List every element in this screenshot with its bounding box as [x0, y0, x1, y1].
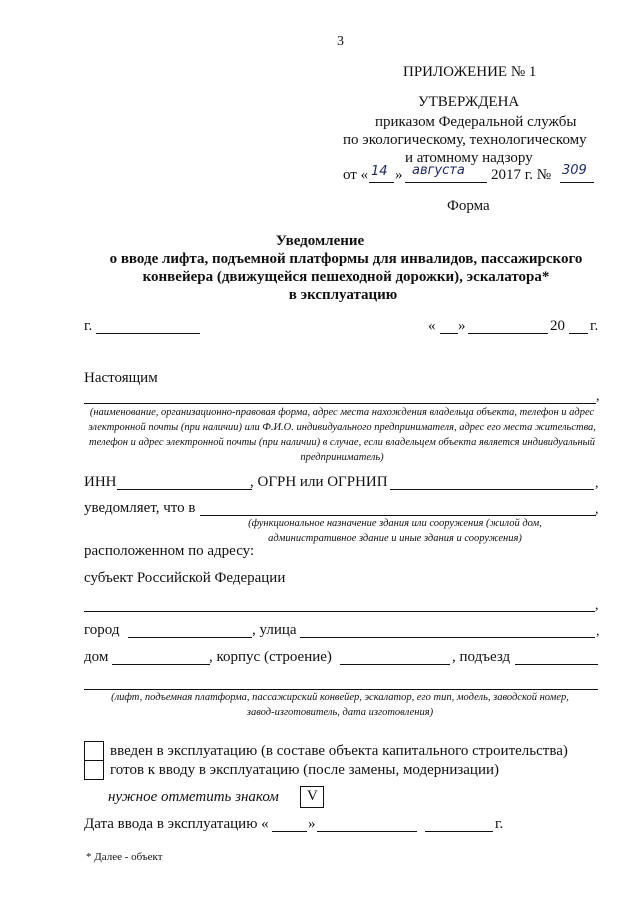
approval-line-2: по экологическому, технологическому — [343, 132, 587, 148]
located-label: расположенном по адресу: — [84, 543, 255, 559]
approved-label: УТВЕРЖДЕНА — [418, 94, 520, 110]
mark-hint: нужное отметить знаком — [108, 789, 279, 805]
equipment-note: (лифт, подъемная платформа, пассажирский конвейер, эскалатор, его тип, модель, заводской номер, завод-изготовитель, дата изготовления) — [111, 692, 569, 718]
building-note: (функциональное назначение здания или сооружения (жилой дом, административное здание и иные здания и сооружения) — [248, 518, 542, 544]
approval-line-3: и атомному надзору — [405, 150, 533, 166]
owner-note: (наименование, организационно-правовая форма, адрес места нахождения владельца объекта, телефон и адрес электронной почты (при наличии) или Ф.И.О. индивидуального предпринимателя, адрес его места жительства, телефон и адрес электронной почты (при наличии) в случае, если владельцем объекта является индивидуальный предприниматель) — [88, 407, 596, 463]
year-suffix: г. — [590, 318, 599, 334]
present-label: Настоящим — [84, 370, 158, 386]
option-ready: готов к вводу в эксплуатацию (после замены, модернизации) — [110, 762, 500, 778]
approval-line-1: приказом Федеральной службы — [375, 114, 577, 130]
order-date-mid: » — [395, 167, 403, 183]
commission-date-close: » — [308, 816, 316, 832]
house-label: дом — [84, 649, 109, 665]
notifies-label: уведомляет, что в — [84, 500, 196, 516]
building-label: , корпус (строение) — [209, 649, 332, 665]
commission-date-label: Дата ввода в эксплуатацию « — [84, 816, 269, 832]
form-label: Форма — [447, 198, 490, 214]
commissioned-checkbox[interactable] — [84, 741, 104, 761]
page-number: 3 — [337, 34, 344, 49]
ogrn-label: , ОГРН или ОГРНИП — [250, 474, 388, 490]
order-month: августа — [412, 163, 465, 178]
street-label: , улица — [252, 622, 297, 638]
ready-checkbox[interactable] — [84, 760, 104, 780]
option-commissioned: введен в эксплуатацию (в составе объекта капитального строительства) — [110, 743, 568, 759]
order-number: 309 — [562, 163, 587, 178]
order-year-label: 2017 г. № — [491, 167, 552, 183]
appendix-label: ПРИЛОЖЕНИЕ № 1 — [403, 64, 537, 80]
inn-label: ИНН — [84, 474, 117, 490]
title-line-4: в эксплуатацию — [288, 287, 398, 303]
order-day: 14 — [371, 164, 388, 179]
title-line-3: конвейера (движущейся пешеходной дорожки), эскалатора* — [142, 269, 550, 285]
entrance-label: , подъезд — [452, 649, 511, 665]
subject-label: субъект Российской Федерации — [84, 570, 286, 586]
date-close-quote: » — [458, 318, 466, 334]
date-open-quote: « — [428, 318, 436, 334]
mark-sample-symbol: V — [307, 788, 318, 804]
title-line-1: Уведомление — [275, 233, 365, 249]
year-prefix: 20 — [550, 318, 565, 334]
commission-year-suffix: г. — [495, 816, 504, 832]
city-label: город — [84, 622, 120, 638]
footnote: * Далее - объект — [86, 851, 163, 863]
order-date-prefix: от « — [343, 167, 369, 183]
city-prefix: г. — [84, 318, 93, 334]
title-line-2: о вводе лифта, подъемной платформы для инвалидов, пассажирского — [109, 251, 583, 267]
